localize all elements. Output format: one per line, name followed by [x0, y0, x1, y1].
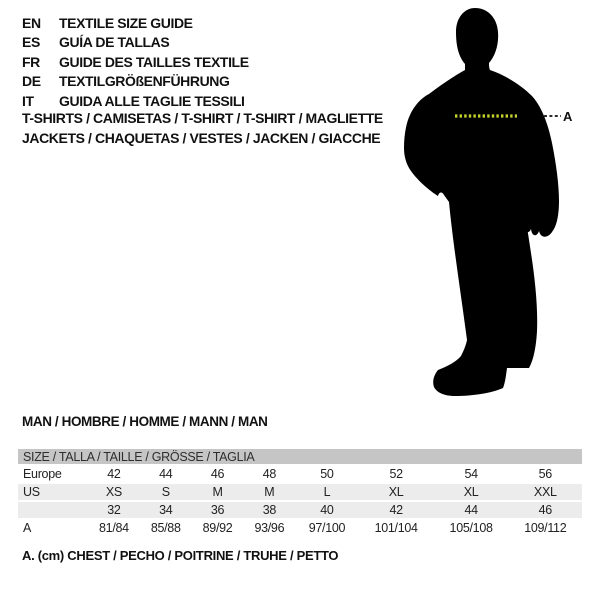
measure-label: A [563, 109, 573, 124]
language-label: GUIDA ALLE TAGLIE TESSILI [59, 92, 245, 109]
man-silhouette [404, 8, 559, 396]
size-cell: 32 [88, 502, 140, 518]
language-code: EN [22, 14, 41, 31]
table-row-us-letters [18, 484, 582, 500]
table-row-chest-cm [18, 520, 582, 536]
language-code: IT [22, 92, 34, 109]
language-row [22, 52, 249, 72]
measurement-footnote: A. (cm) CHEST / PECHO / POITRINE / TRUHE / PETTO [22, 548, 339, 563]
size-cell: 54 [434, 466, 509, 482]
size-cell: 46 [192, 466, 244, 482]
language-label: GUÍA DE TALLAS [59, 34, 170, 51]
table-header-label: SIZE / TALLA / TAILLE / GRÖSSE / TAGLIA [18, 449, 582, 464]
row-label: Europe [18, 466, 88, 482]
size-cell: 85/88 [140, 520, 192, 536]
size-cell: M [243, 484, 295, 500]
size-cell: XL [359, 484, 434, 500]
category-jackets: JACKETS / CHAQUETAS / VESTES / JACKEN / GIACCHE [22, 130, 381, 146]
size-cell: 38 [243, 502, 295, 518]
size-cell: 97/100 [295, 520, 358, 536]
size-cell: 50 [295, 466, 358, 482]
size-cell: 42 [359, 502, 434, 518]
size-cell: 42 [88, 466, 140, 482]
language-row [22, 72, 249, 92]
size-cell: L [295, 484, 358, 500]
man-silhouette-svg [403, 4, 573, 400]
size-cell: 56 [509, 466, 582, 482]
size-table [18, 447, 582, 538]
language-code: ES [22, 34, 40, 51]
size-cell: 40 [295, 502, 358, 518]
table-row-us-numbers [18, 502, 582, 518]
size-cell: 109/112 [509, 520, 582, 536]
category-tshirts: T-SHIRTS / CAMISETAS / T-SHIRT / T-SHIRT / MAGLIETTE [22, 110, 383, 126]
figure-area [403, 4, 573, 400]
size-cell: XL [434, 484, 509, 500]
size-cell: 36 [192, 502, 244, 518]
row-label: A [18, 520, 88, 536]
language-label: TEXTILE SIZE GUIDE [59, 14, 193, 31]
size-cell: 34 [140, 502, 192, 518]
size-cell: 93/96 [243, 520, 295, 536]
size-cell: XS [88, 484, 140, 500]
size-cell: 81/84 [88, 520, 140, 536]
size-cell: 105/108 [434, 520, 509, 536]
language-list [22, 13, 249, 111]
row-label: US [18, 484, 88, 500]
language-row [22, 13, 249, 33]
language-label: GUIDE DES TAILLES TEXTILE [59, 53, 249, 70]
row-label [18, 502, 88, 518]
table-row-europe [18, 466, 582, 482]
size-cell: 44 [140, 466, 192, 482]
category-list [22, 108, 383, 148]
size-cell: XXL [509, 484, 582, 500]
language-row [22, 33, 249, 53]
size-cell: 101/104 [359, 520, 434, 536]
language-code: DE [22, 73, 41, 90]
size-cell: 46 [509, 502, 582, 518]
size-cell: S [140, 484, 192, 500]
size-cell: M [192, 484, 244, 500]
size-cell: 44 [434, 502, 509, 518]
table-header-row [18, 449, 582, 464]
size-cell: 52 [359, 466, 434, 482]
size-cell: 48 [243, 466, 295, 482]
section-title-man: MAN / HOMBRE / HOMME / MANN / MAN [22, 414, 268, 429]
language-code: FR [22, 53, 40, 70]
size-cell: 89/92 [192, 520, 244, 536]
language-label: TEXTILGRÖßENFÜHRUNG [59, 73, 230, 90]
